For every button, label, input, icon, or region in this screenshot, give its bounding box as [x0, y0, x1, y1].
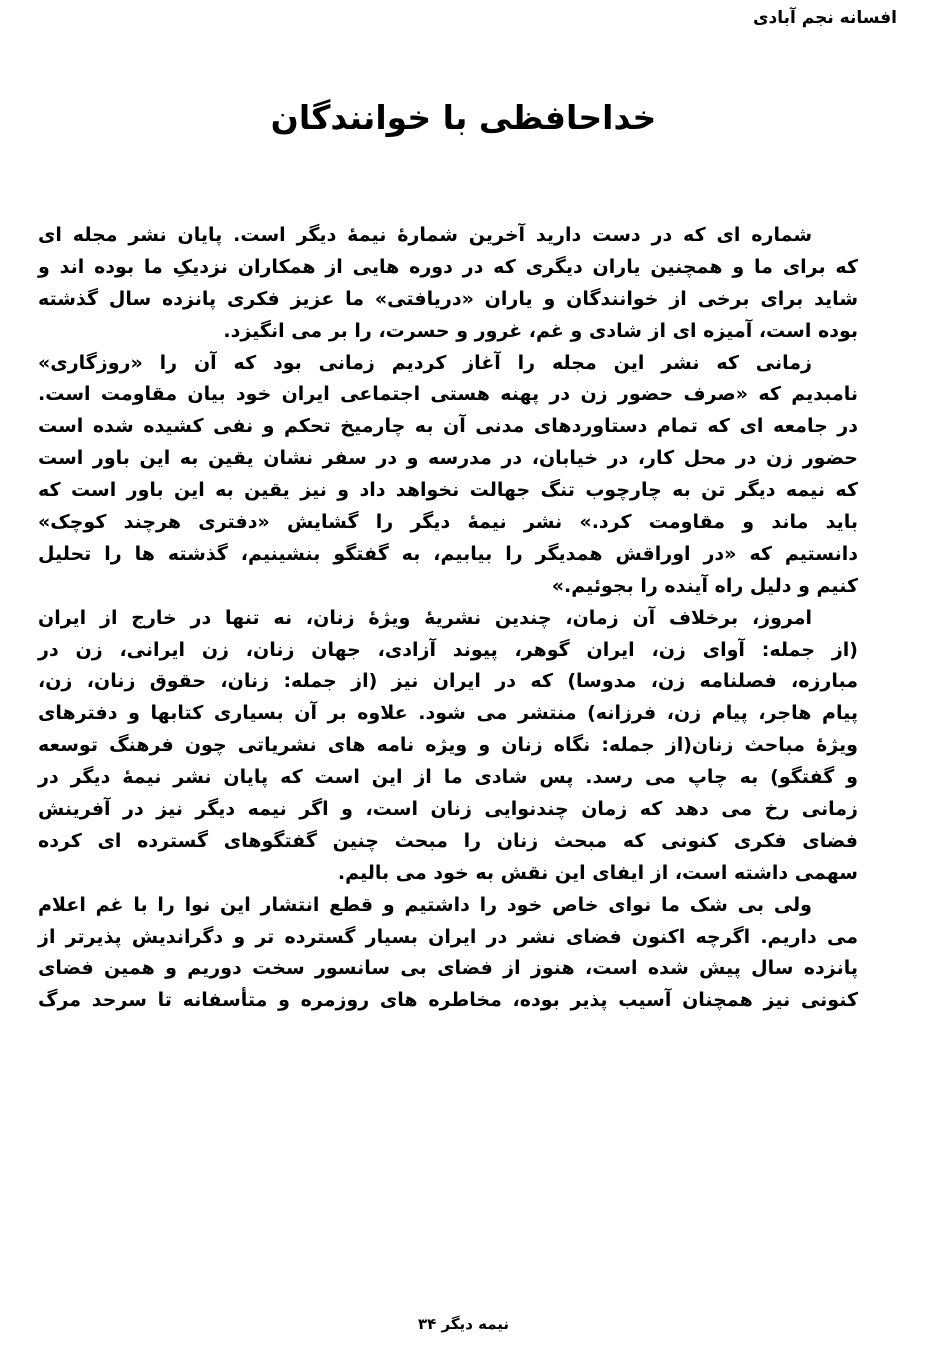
text-line: مبارزه، فصلنامه زن، مدوسا) که در ایران نیز (از جمله: زنان، حقوق زنان، زن، — [38, 670, 858, 693]
text-line: پیام هاجر، پیام زن، فرزانه) منتشر می شود. علاوه بر آن بسیاری کتابها و دفترهای — [38, 702, 858, 725]
text-line: شماره ای که در دست دارید آخرین شمارهٔ نیمهٔ دیگر است. پایان نشر مجله ای — [38, 224, 812, 246]
text-line: زمانی که نشر این مجله را آغاز کردیم زمانی بود که آن را «روزگاری» — [38, 351, 812, 374]
text-line: می داریم. اگرچه اکنون فضای نشر در ایران بسیار گسترده تر و دگراندیش پذیرتر از — [38, 925, 858, 948]
text-line: فضای فکری کنونی که مبحث زنان را مبحث چنین گفتگوهای گسترده ای کرده — [38, 829, 858, 852]
text-line: در جامعه ای که تمام دستاوردهای مدنی آن به چارمیخ تحکم و نفی کشیده شده است — [38, 415, 858, 438]
text-line: ولی بی شک ما نوای خاص خود را داشتیم و قطع انتشار این نوا را با غم اعلام — [38, 893, 812, 916]
text-line: باید ماند و مقاومت کرد.» نشر نیمهٔ دیگر را گشایش «دفتری هرچند کوچک» — [38, 511, 858, 534]
text-line: ویژهٔ مباحث زنان(از جمله: نگاه زنان و ویژه نامه های نشریاتی چون فرهنگ توسعه — [38, 734, 858, 757]
text-line: که نیمه دیگر تن به چارچوب تنگ جهالت نخواهد داد و نیز یقین به این باور است که — [38, 479, 858, 502]
text-line: کنونی نیز همچنان آسیب پذیر بوده، مخاطره های روزمره و متأسفانه تا سرحد مرگ — [38, 989, 858, 1012]
text-line: که برای ما و همچنین یاران دیگری که در دوره هایی از همکاران نزدیکِ ما بوده اند و — [38, 255, 858, 278]
page-footer: نیمه دیگر ۳۴ — [417, 1315, 510, 1333]
article-title: خداحافظی با خوانندگان — [270, 98, 657, 137]
text-line: (از جمله: آوای زن، ایران گوهر، پیوند آزادی، جهان زنان، زن ایرانی، زن در — [38, 638, 858, 661]
author-name: افسانه نجم آبادی — [752, 8, 897, 28]
text-line: سهمی داشته است، از ایفای این نقش به خود می بالیم. — [337, 861, 858, 884]
text-line: بوده است، آمیزه ای از شادی و غم، غرور و حسرت، را بر می انگیزد. — [223, 319, 858, 342]
article-body — [38, 220, 858, 1017]
text-line: دانستیم که «در اوراقش همدیگر را بیابیم، به گفتگو بنشینیم، گذشته ها را تحلیل — [38, 542, 858, 565]
text-line: شاید برای برخی از خوانندگان و یاران «دریافتی» ما عزیز فکری پانزده سال گذشته — [38, 287, 858, 310]
text-line: و گفتگو) به چاپ می رسد. پس شادی ما از این است که پایان نشر نیمهٔ دیگر در — [38, 766, 858, 789]
text-line: پانزده سال پیش شده است، هنوز از فضای بی سانسور سخت دوریم و همین فضای — [38, 957, 858, 980]
text-line: کنیم و دلیل راه آینده را بجوئیم.» — [551, 574, 858, 597]
text-line: نامبدیم که «صرف حضور زن در پهنه هستی اجتماعی ایران خود بیان مقاومت است. — [38, 383, 858, 406]
text-line: زمانی رخ می دهد که زمان چندنوایی زنان است، و اگر نیمه دیگر نیز در آفرینش — [38, 798, 858, 821]
text-line: امروز، برخلاف آن زمان، چندین نشریهٔ ویژهٔ زنان، نه تنها در خارج از ایران — [38, 606, 812, 629]
text-line: حضور زن در محل کار، در خیابان، در مدرسه و در سفر نشان یقین به این باور است — [38, 447, 858, 470]
